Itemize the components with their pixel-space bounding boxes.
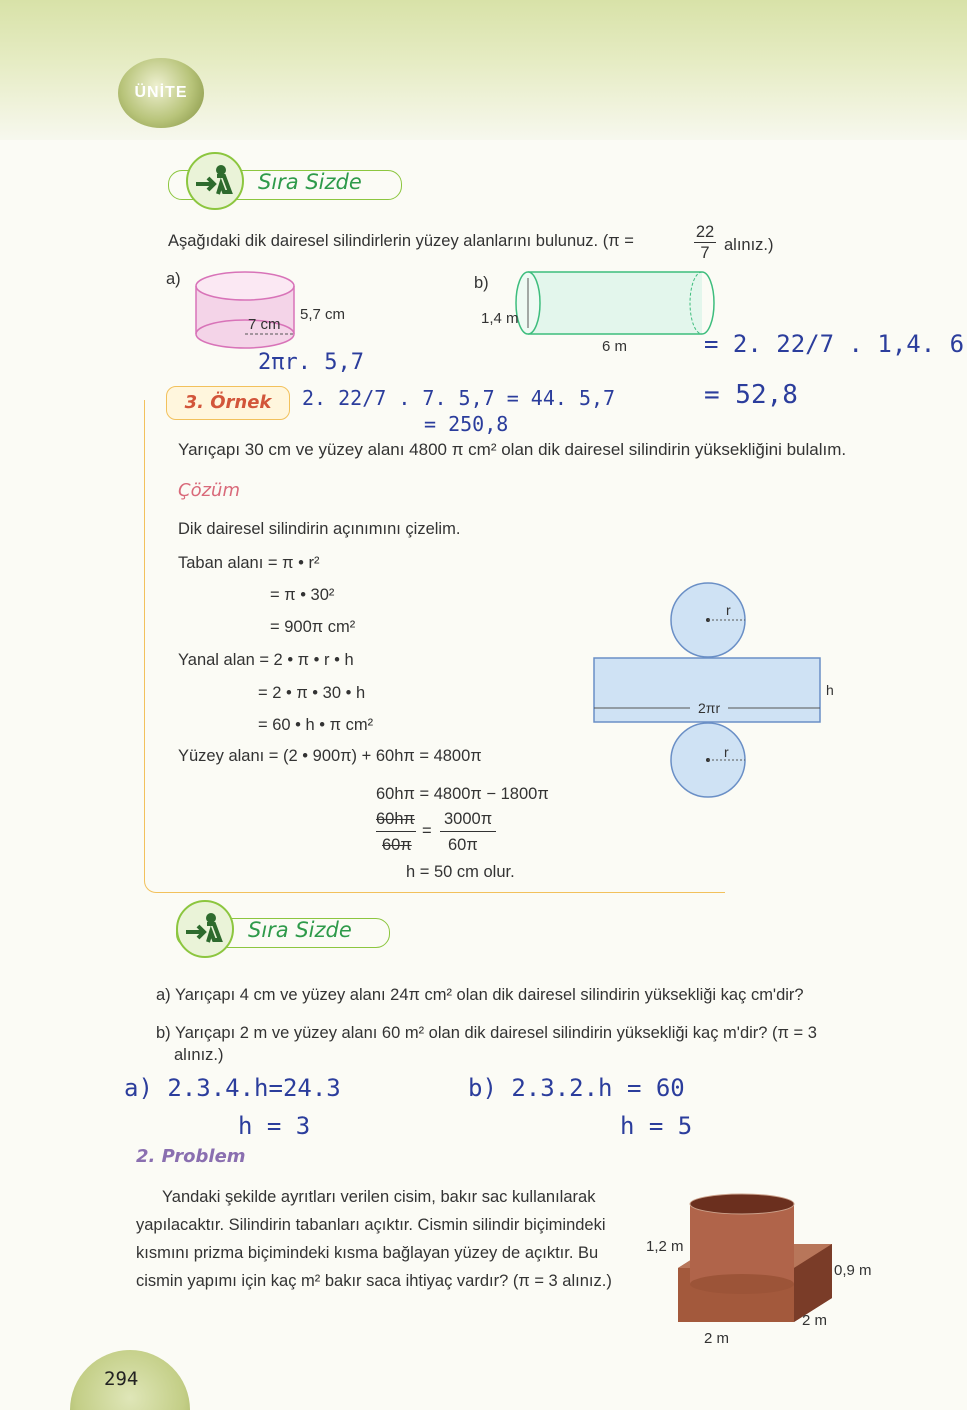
fraction-right-den: 60π <box>448 836 478 854</box>
handwriting-a2: 2. 22/7 . 7. 5,7 = 44. 5,7 <box>302 386 616 410</box>
cylinder-b-diameter: 1,4 m <box>481 310 519 327</box>
solution-line: = 900π cm² <box>270 618 356 636</box>
handwriting-2a1: a) 2.3.4.h=24.3 <box>124 1074 341 1102</box>
net-radius-top: r <box>726 602 731 618</box>
handwriting-2b2: h = 5 <box>620 1112 693 1140</box>
question-b: b) Yarıçapı 2 m ve yüzey alanı 60 m² olan dik dairesel silindirin yüksekliği kaç m'dir? (π = 3 <box>156 1024 817 1042</box>
solution-heading: Çözüm <box>178 480 240 501</box>
problem-text-line: Yandaki şekilde ayrıtları verilen cisim, bakır sac kullanılarak <box>162 1188 596 1206</box>
cylinder-b-figure <box>512 268 718 340</box>
page-number: 294 <box>104 1368 139 1390</box>
handwriting-b1: = 2. 22/7 . 1,4. 6 <box>704 330 965 358</box>
handwriting-2a2: h = 3 <box>238 1112 311 1140</box>
handwriting-a1: 2πr. 5,7 <box>258 350 364 375</box>
question-a: a) Yarıçapı 4 cm ve yüzey alanı 24π cm² olan dik dairesel silindirin yüksekliği kaç cm'dir? <box>156 986 804 1004</box>
problem-text-line: cismin yapımı için kaç m² bakır saca ihtiyaç vardır? (π = 3 alınız.) <box>136 1272 612 1290</box>
net-circumference: 2πr <box>698 700 721 716</box>
fraction-bar-left <box>376 831 416 832</box>
pi-denominator: 7 <box>700 244 710 262</box>
handwriting-2b1: b) 2.3.2.h = 60 <box>468 1074 685 1102</box>
instruction-end: alınız.) <box>724 236 774 254</box>
solution-line: Dik dairesel silindirin açınımını çizelim. <box>178 520 461 538</box>
cylinder-b-length: 6 m <box>602 338 628 355</box>
equals-sign: = <box>422 822 432 840</box>
label-a: a) <box>166 270 181 288</box>
student-icon <box>176 900 234 958</box>
fraction-left-den: 60π <box>382 836 412 854</box>
dim-cylinder-height: 1,2 m <box>646 1238 684 1255</box>
unit-badge: ÜNİTE <box>118 58 204 128</box>
cylinder-a-height: 5,7 cm <box>300 306 346 323</box>
fraction-left-num: 60hπ <box>376 810 415 828</box>
handwriting-a3: = 250,8 <box>424 412 509 436</box>
example-question: Yarıçapı 30 cm ve yüzey alanı 4800 π cm² olan dik dairesel silindirin yüksekliğini bulalım. <box>178 440 847 459</box>
problem-title: 2. Problem <box>136 1146 246 1167</box>
net-radius-bottom: r <box>724 744 729 760</box>
dim-prism-height: 0,9 m <box>834 1262 872 1279</box>
copper-solid-figure <box>672 1192 842 1332</box>
problem-text-line: yapılacaktır. Silindirin tabanları açıktır. Cismin silindir biçimindeki <box>136 1216 606 1234</box>
solution-line: Yanal alan = 2 • π • r • h <box>178 651 354 669</box>
dim-depth: 2 m <box>802 1312 828 1329</box>
cylinder-net-diagram <box>590 580 840 802</box>
cylinder-a-radius: 7 cm <box>248 316 281 333</box>
solution-line: Yüzey alanı = (2 • 900π) + 60hπ = 4800π <box>178 747 482 765</box>
solution-line: = 2 • π • 30 • h <box>258 684 366 702</box>
sira-sizde-title-2: Sıra Sizde <box>248 918 352 942</box>
fraction-bar-right <box>440 831 496 832</box>
question-b-cont: alınız.) <box>174 1046 224 1064</box>
sira-sizde-title-1: Sıra Sizde <box>258 170 362 194</box>
solution-line: Taban alanı = π • r² <box>178 554 320 572</box>
cylinder-a-figure <box>190 268 300 352</box>
handwriting-b2: = 52,8 <box>704 380 798 410</box>
solution-line: = π • 30² <box>270 586 335 604</box>
dim-width: 2 m <box>704 1330 730 1347</box>
example-tab: 3. Örnek <box>166 386 290 420</box>
pi-numerator: 22 <box>695 223 715 241</box>
solution-line: 60hπ = 4800π − 1800π <box>376 785 549 803</box>
pi-fraction <box>694 222 716 263</box>
instruction-text: Aşağıdaki dik dairesel silindirlerin yüzey alanlarını bulunuz. (π = <box>168 232 634 250</box>
solution-line: = 60 • h • π cm² <box>258 716 374 734</box>
net-height: h <box>826 682 834 698</box>
fraction-right-num: 3000π <box>444 810 493 828</box>
label-b: b) <box>474 274 489 292</box>
solution-result: h = 50 cm olur. <box>406 863 515 881</box>
student-icon <box>186 152 244 210</box>
problem-text-line: kısmını prizma biçimindeki kısma bağlayan yüzey de açıktır. Bu <box>136 1244 599 1262</box>
